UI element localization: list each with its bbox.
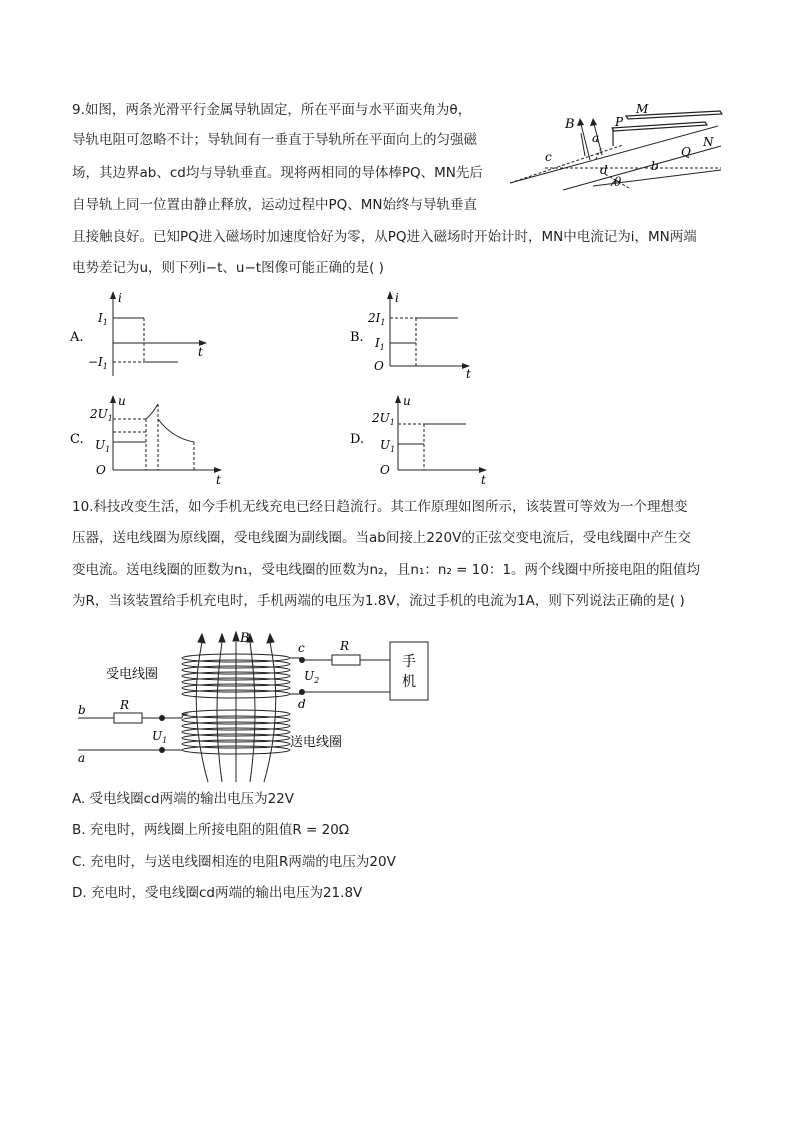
q9-option-B-origin: O [374, 359, 384, 373]
q10-line-2: 压器，送电线圈为原线圈，受电线圈为副线圈。当ab间接上220V的正弦交变电流后，受电线圈中产生交 [72, 530, 691, 546]
q9-option-D-origin: O [380, 463, 390, 477]
q10-line-3: 变电流。送电线圈的匝数为n₁，受电线圈的匝数为n₂，且n₁：n₂ = 10：1。两个线圈中所接电阻的阻值均 [72, 562, 701, 578]
q9-option-D-yaxis: u [403, 394, 411, 408]
q9-label-c: c [545, 150, 552, 164]
q9-label-theta: θ [614, 175, 622, 189]
q10-option-A: A. 受电线圈cd两端的输出电压为22V [72, 791, 294, 807]
q9-line-4: 自导轨上同一位置由静止释放，运动过程中PQ、MN始终与导轨垂直 [72, 197, 478, 213]
q9-line-5: 且接触良好。已知PQ进入磁场时加速度恰好为零，从PQ进入磁场时开始计时，MN中电流记为i，MN两端 [72, 229, 697, 245]
q10-label-receiver: 受电线圈 [106, 667, 159, 682]
q10-label-c: c [298, 641, 305, 655]
q9-option-B-mid-label: $I_1$ [375, 336, 385, 352]
q9-option-A-graph [68, 288, 218, 378]
q9-option-D-graph [348, 394, 498, 486]
q9-option-C-top-label: $2U_1$ [90, 407, 113, 423]
q9-line-2: 导轨电阻可忽略不计；导轨间有一垂直于导轨所在平面向上的匀强磁 [72, 132, 477, 148]
q9-line-3: 场，其边界ab、cd均与导轨垂直。现将两相同的导体棒PQ、MN先后 [72, 165, 483, 181]
q9-option-B-graph [348, 288, 478, 378]
q10-label-U2: $U_2$ [304, 669, 320, 685]
q9-option-B-top-label: $2I_1$ [368, 311, 386, 327]
q10-label-d: d [298, 697, 306, 711]
q9-option-C-mid-label: $U_1$ [95, 438, 111, 454]
q10-label-R-bottom: R [120, 698, 130, 712]
q9-option-B-yaxis: i [395, 291, 399, 305]
q9-label-d: d [600, 163, 608, 177]
q10-line-4: 为R，当该装置给手机充电时，手机两端的电压为1.8V，流过手机的电流为1A，则下列说法正确的是( ) [72, 593, 685, 609]
q9-label-P: P [615, 115, 624, 129]
q9-label-b: b [651, 159, 659, 173]
q9-label-B: B [565, 117, 575, 132]
q9-option-D-xaxis: t [481, 473, 486, 486]
q9-option-A-bottom-label: $-I_1$ [88, 355, 108, 371]
q9-option-A-yaxis: i [118, 291, 122, 305]
q10-line-1: 10.科技改变生活，如今手机无线充电已经日趋流行。其工作原理如图所示，该装置可等效为一个理想变 [72, 499, 688, 515]
q10-label-phone-2: 机 [402, 674, 416, 690]
q9-option-A-top-label: $I_1$ [98, 311, 108, 327]
q10-label-a: a [78, 751, 86, 765]
q9-option-C-yaxis: u [118, 394, 126, 408]
q9-option-C-origin: O [96, 463, 106, 477]
q9-rail-diagram [505, 98, 725, 194]
q10-option-B: B. 充电时，两线圈上所接电阻的阻值R = 20Ω [72, 822, 350, 838]
q10-option-D: D. 充电时，受电线圈cd两端的输出电压为21.8V [72, 885, 363, 901]
q10-label-B: B [240, 631, 250, 646]
q10-label-phone-1: 手 [402, 654, 416, 670]
q9-option-C-graph [68, 394, 238, 486]
q10-charging-diagram [72, 622, 432, 784]
q9-option-D-top-label: $2U_1$ [372, 411, 395, 427]
q10-label-R-top: R [340, 639, 350, 653]
q9-option-C-xaxis: t [216, 473, 221, 486]
q9-label-a: a [592, 131, 600, 145]
q9-option-C-letter: C. [70, 432, 84, 447]
q9-label-Q: Q [681, 145, 691, 159]
q9-label-N: N [703, 135, 714, 149]
q9-option-B-xaxis: t [466, 367, 471, 378]
q9-option-D-letter: D. [350, 432, 365, 447]
q9-option-A-xaxis: t [198, 345, 203, 359]
q9-label-M: M [636, 102, 649, 116]
q10-label-U1: $U_1$ [152, 729, 168, 745]
q9-option-A-letter: A. [70, 330, 84, 345]
q10-option-C: C. 充电时，与送电线圈相连的电阻R两端的电压为20V [72, 854, 396, 870]
q10-label-sender: 送电线圈 [290, 735, 343, 750]
q9-option-D-mid-label: $U_1$ [380, 438, 396, 454]
q9-option-B-letter: B. [350, 330, 364, 345]
q9-line-6: 电势差记为u，则下列i−t、u−t图像可能正确的是( ) [72, 260, 384, 276]
q10-label-b: b [78, 703, 86, 717]
q9-line-1: 9.如图，两条光滑平行金属导轨固定，所在平面与水平面夹角为θ， [72, 102, 472, 118]
